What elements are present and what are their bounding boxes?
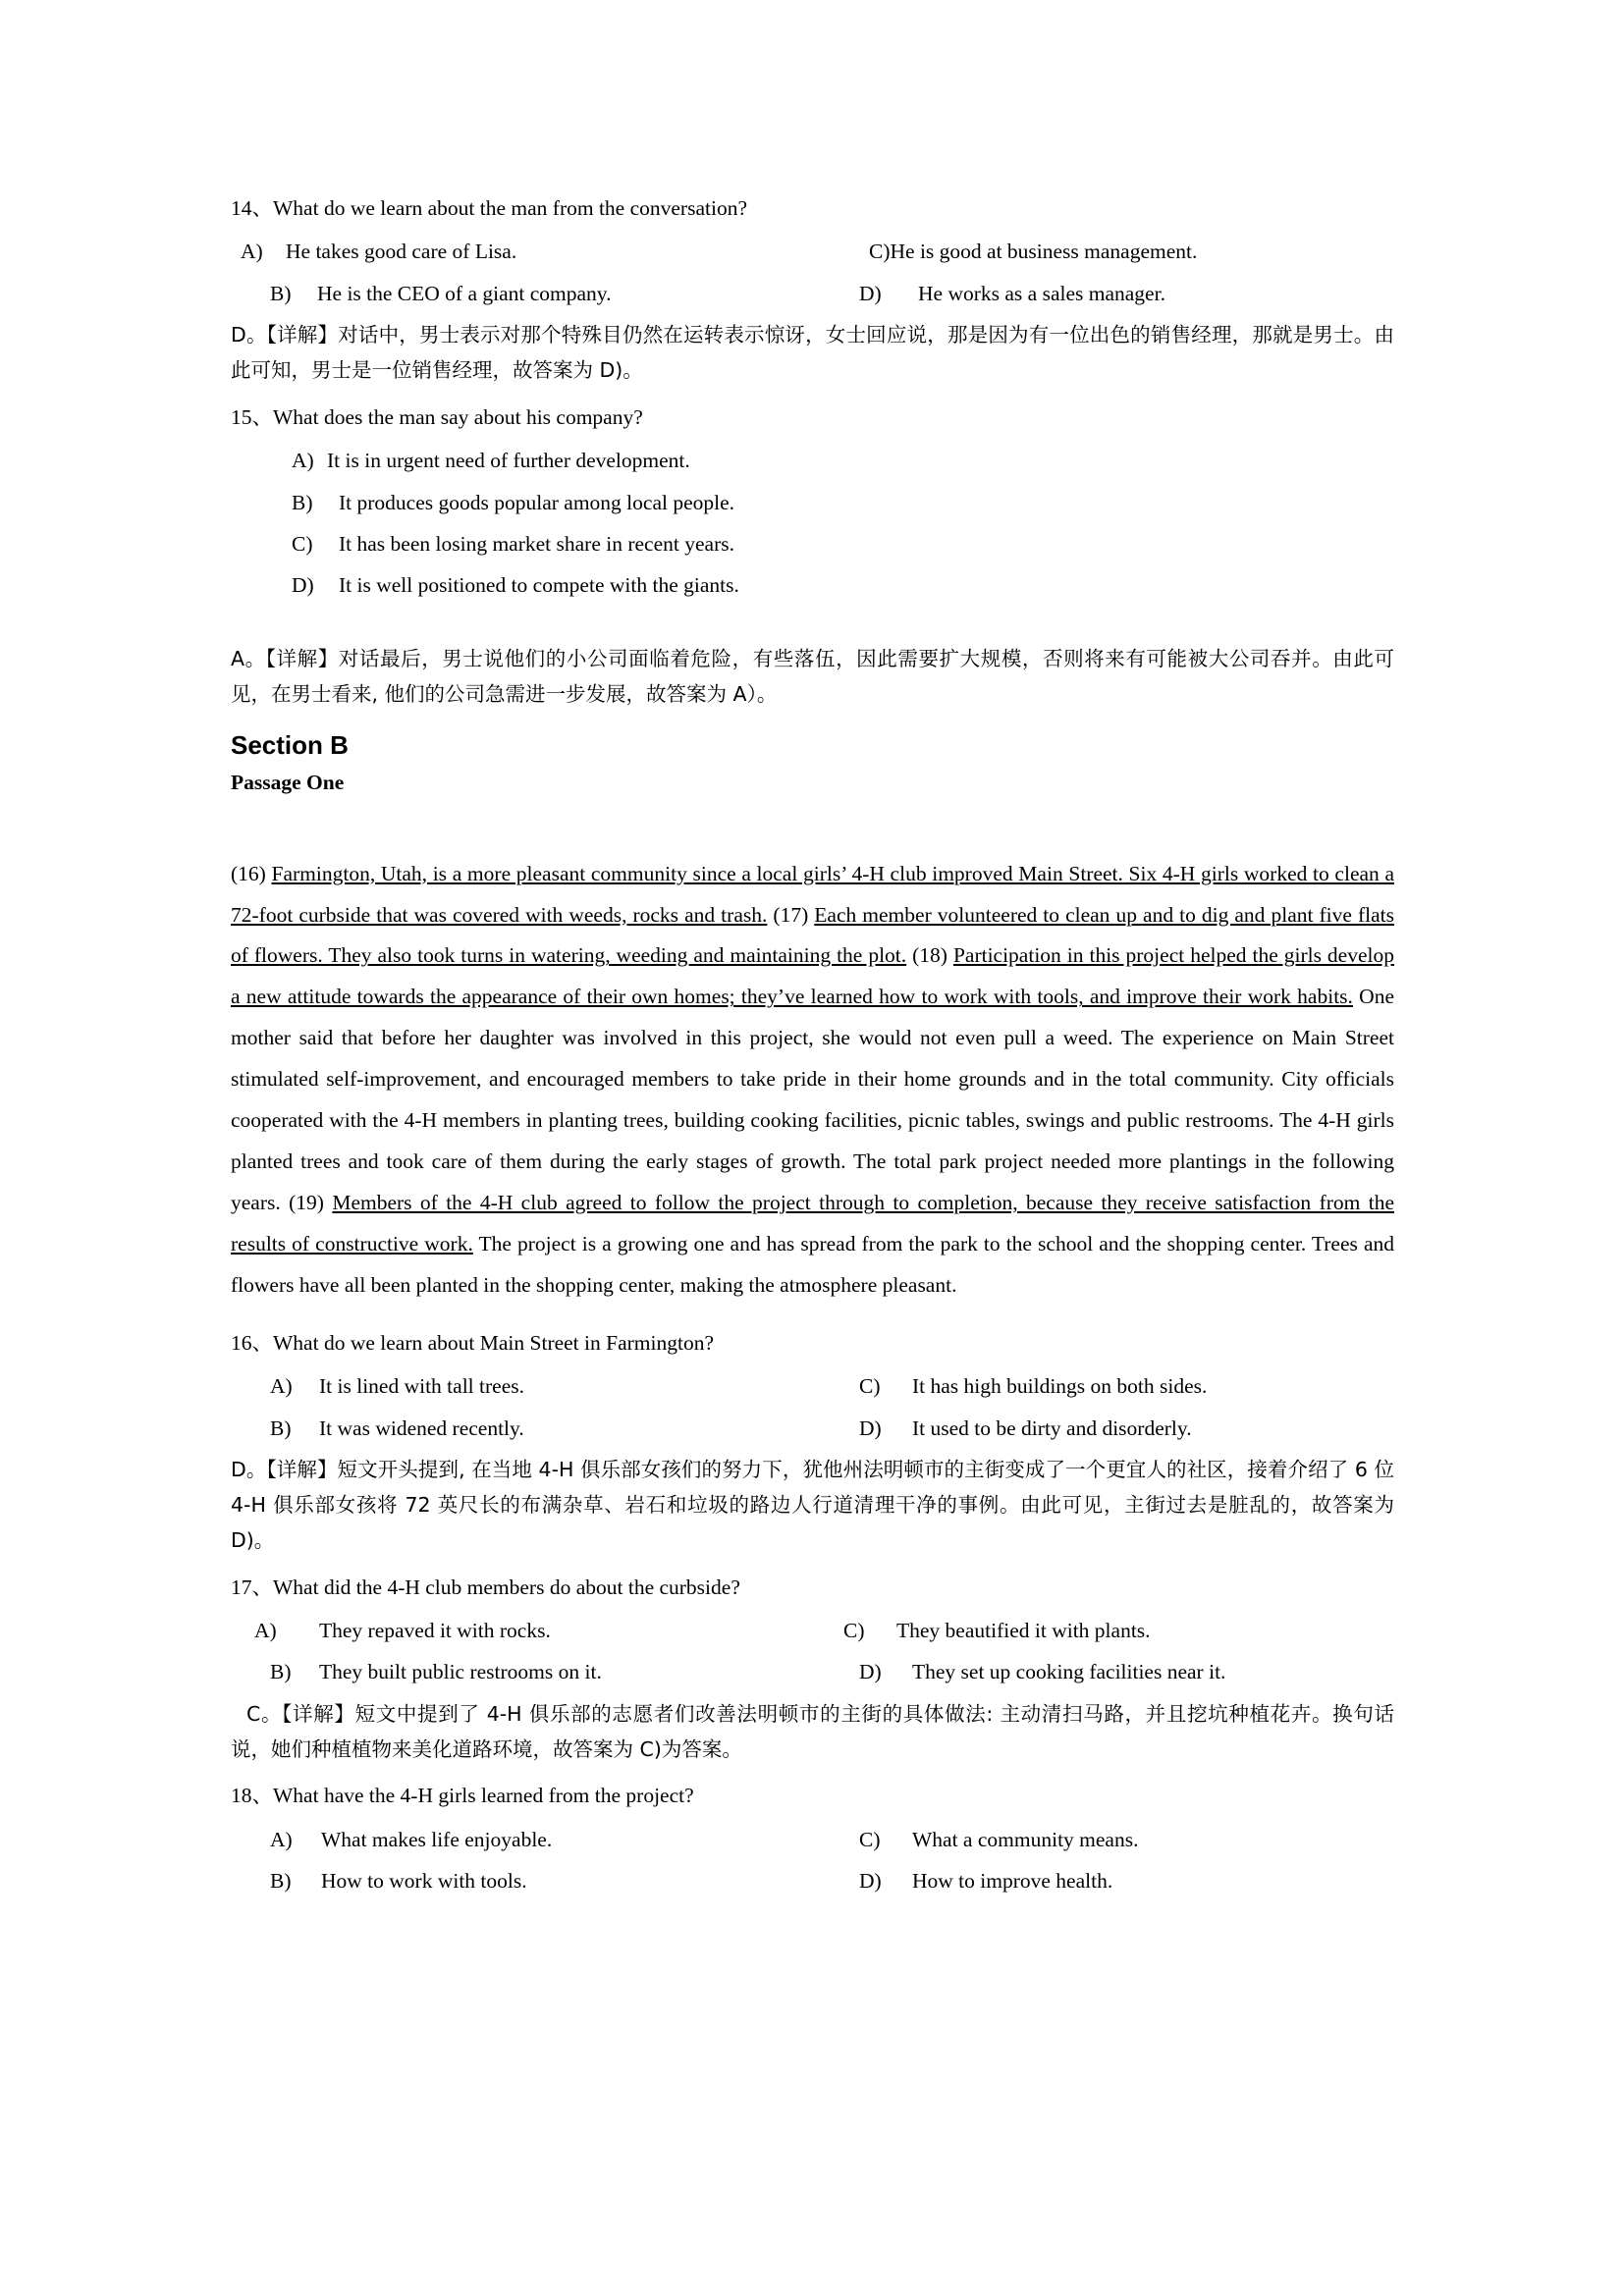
option-14-c-label: C)	[869, 240, 891, 264]
question-14-options-row-1	[231, 235, 1394, 268]
page-content	[231, 191, 1394, 1898]
question-14-explanation: D。【详解】对话中，男士表示对那个特殊目仍然在运转表示惊讶，女士回应说，那是因为有一位出色的销售经理，那就是男士。由此可知，男士是一位销售经理，故答案为 D)。	[231, 323, 1394, 383]
option-17-b[interactable]	[231, 1655, 859, 1688]
option-14-a-text: He takes good care of Lisa.	[286, 240, 517, 264]
option-18-d[interactable]	[859, 1864, 1112, 1897]
question-17-explanation: C。【详解】短文中提到了 4-H 俱乐部的志愿者们改善法明顿市的主街的具体做法: 主动清扫马路，并且挖坑种植花卉。换句话说，她们种植植物来美化道路环境，故答案为 C)为答案。	[231, 1701, 1394, 1761]
question-16-explanation: D。【详解】短文开头提到, 在当地 4-H 俱乐部女孩们的努力下，犹他州法明顿市的主街变成了一个更宜人的社区，接着介绍了 6 位 4-H 俱乐部女孩将 72 英尺长的布满杂草、岩石和垃圾的路边人行道清理干净的事例。由此可见，主街过去是脏乱的，故答案为 D)。	[231, 1457, 1394, 1552]
option-14-a[interactable]	[231, 235, 869, 268]
option-15-d-text: It is well positioned to compete with the giants.	[339, 573, 739, 598]
option-15-b-text: It produces goods popular among local people.	[339, 490, 735, 514]
question-16-options-row-1	[231, 1369, 1394, 1403]
question-18-stem	[231, 1779, 1394, 1812]
option-15-c[interactable]	[231, 527, 1394, 561]
option-14-c[interactable]	[869, 235, 1197, 268]
passage-run-8: The project is a growing one and has spread from the park to the school and the shopping center. Trees and flowers have all been planted in the shopping center, making the atmosphere pleasant.	[231, 1231, 1394, 1297]
option-16-a-text: It is lined with tall trees.	[319, 1374, 524, 1399]
question-17	[231, 1571, 1394, 1768]
question-16-options-row-2	[231, 1412, 1394, 1445]
option-17-c-label: C)	[843, 1618, 865, 1642]
question-14-stem	[231, 191, 1394, 225]
option-17-a-label: A)	[254, 1618, 277, 1642]
question-16-stem	[231, 1326, 1394, 1360]
option-18-b-label: B)	[270, 1869, 292, 1894]
question-16-number: 16、	[231, 1330, 274, 1355]
question-17-text: What did the 4-H club members do about the curbside?	[273, 1575, 740, 1599]
question-14-options-row-2	[231, 277, 1394, 310]
question-14-text: What do we learn about the man from the conversation?	[273, 196, 747, 220]
question-16	[231, 1326, 1394, 1559]
option-18-c[interactable]	[859, 1823, 1138, 1856]
option-16-c[interactable]	[859, 1369, 1207, 1403]
option-18-b[interactable]	[231, 1864, 859, 1897]
option-14-d[interactable]	[859, 277, 1165, 310]
option-14-d-label: D)	[859, 281, 882, 305]
option-16-a[interactable]	[231, 1369, 859, 1403]
option-15-b-label: B)	[292, 490, 313, 514]
passage-run-7: Members of the 4-H club agreed to follow the project through to completion, because they receive satisfaction from the results of constructive work.	[231, 1191, 1394, 1255]
option-18-a-text: What makes life enjoyable.	[321, 1827, 553, 1851]
question-18-options-row-2	[231, 1864, 1394, 1897]
option-18-b-text: How to work with tools.	[321, 1869, 527, 1894]
option-15-b[interactable]	[231, 486, 1394, 519]
question-15	[231, 400, 1394, 713]
option-16-d-label: D)	[859, 1415, 882, 1440]
option-16-b-label: B)	[270, 1415, 292, 1440]
passage-run-0: (16)	[231, 861, 272, 885]
option-17-d-label: D)	[859, 1660, 882, 1684]
option-16-b-text: It was widened recently.	[319, 1415, 524, 1440]
question-18-text: What have the 4-H girls learned from the project?	[273, 1784, 694, 1808]
option-15-a[interactable]	[231, 444, 1394, 477]
option-16-d-text: It used to be dirty and disorderly.	[912, 1415, 1192, 1440]
question-15-explanation: A。【详解】对话最后，男士说他们的小公司面临着危险，有些落伍，因此需要扩大规模，否则将来有可能被大公司吞并。由此可见，在男士看来, 他们的公司急需进一步发展，故答案为 A）。	[231, 646, 1394, 706]
passage-run-3: Each member volunteered to clean up and to dig and plant five flats of flowers. They also took turns in watering, weeding and maintaining the plot.	[231, 902, 1395, 968]
option-15-a-label: A)	[292, 449, 314, 473]
option-14-b-text: He is the CEO of a giant company.	[317, 281, 612, 305]
option-17-d-text: They set up cooking facilities near it.	[912, 1660, 1226, 1684]
option-18-d-text: How to improve health.	[912, 1869, 1113, 1894]
question-15-number: 15、	[231, 404, 274, 429]
option-15-d[interactable]	[231, 568, 1394, 602]
option-17-d[interactable]	[859, 1655, 1225, 1688]
option-14-a-label: A)	[241, 240, 263, 264]
option-14-c-text: He is good at business management.	[890, 240, 1198, 264]
option-15-a-text: It is in urgent need of further development.	[327, 449, 690, 473]
passage-one-title: Passage One	[231, 770, 345, 794]
passage-run-1: Farmington, Utah, is a more pleasant community since a local girls’ 4-H club improved Main Street. Six 4-H girls worked to clean a 72-foot curbside that was covered with weeds, rocks and trash.	[231, 861, 1394, 927]
passage-run-4: (18)	[906, 943, 953, 968]
option-15-d-label: D)	[292, 573, 314, 598]
question-18-number: 18、	[231, 1784, 274, 1808]
option-14-b-label: B)	[270, 281, 292, 305]
option-17-b-text: They built public restrooms on it.	[319, 1660, 602, 1684]
passage-run-5: Participation in this project helped the girls develop a new attitude towards the appearance of their own homes; they’ve learned how to work with tools, and improve their work habits.	[231, 943, 1394, 1009]
option-16-c-label: C)	[859, 1374, 881, 1399]
question-17-options-row-1	[231, 1614, 1394, 1647]
option-16-d[interactable]	[859, 1412, 1192, 1445]
question-18-options-row-1	[231, 1823, 1394, 1856]
question-15-text: What does the man say about his company?	[273, 404, 643, 429]
question-17-number: 17、	[231, 1575, 274, 1599]
section-b-heading: Section B	[231, 729, 349, 760]
question-17-options-row-2	[231, 1655, 1394, 1688]
option-15-c-label: C)	[292, 532, 313, 557]
passage-one-body	[231, 854, 1394, 1307]
option-17-a-text: They repaved it with rocks.	[319, 1618, 551, 1642]
option-17-b-label: B)	[270, 1660, 292, 1684]
option-17-c-text: They beautified it with plants.	[896, 1618, 1151, 1642]
option-16-c-text: It has high buildings on both sides.	[912, 1374, 1208, 1399]
question-15-stem	[231, 400, 1394, 434]
question-14	[231, 191, 1394, 389]
option-15-c-text: It has been losing market share in recent years.	[339, 532, 734, 557]
question-14-number: 14、	[231, 196, 274, 220]
question-17-stem	[231, 1571, 1394, 1604]
option-16-b[interactable]	[231, 1412, 859, 1445]
passage-run-2: (17)	[767, 902, 815, 927]
option-18-a-label: A)	[270, 1827, 293, 1851]
option-18-c-label: C)	[859, 1827, 881, 1851]
option-16-a-label: A)	[270, 1374, 293, 1399]
passage-run-6: One mother said that before her daughter was involved in this project, she would not even pull a weed. The experience on Main Street stimulated self-improvement, and encouraged members to take pride in their home grounds and in the total community. City officials cooperated with the 4-H members in planting trees, building cooking facilities, picnic tables, swings and public restrooms. The 4-H girls planted trees and took care of them during the early stages of growth. The total park project needed more plantings in the following years. (19)	[231, 985, 1394, 1214]
option-14-d-text: He works as a sales manager.	[918, 281, 1165, 305]
option-18-d-label: D)	[859, 1869, 882, 1894]
question-18	[231, 1779, 1394, 1897]
option-14-b[interactable]	[231, 277, 859, 310]
option-18-c-text: What a community means.	[912, 1827, 1139, 1851]
option-17-c[interactable]	[843, 1614, 1151, 1647]
option-18-a[interactable]	[231, 1823, 859, 1856]
question-16-text: What do we learn about Main Street in Farmington?	[273, 1330, 715, 1355]
option-17-a[interactable]	[231, 1614, 843, 1647]
